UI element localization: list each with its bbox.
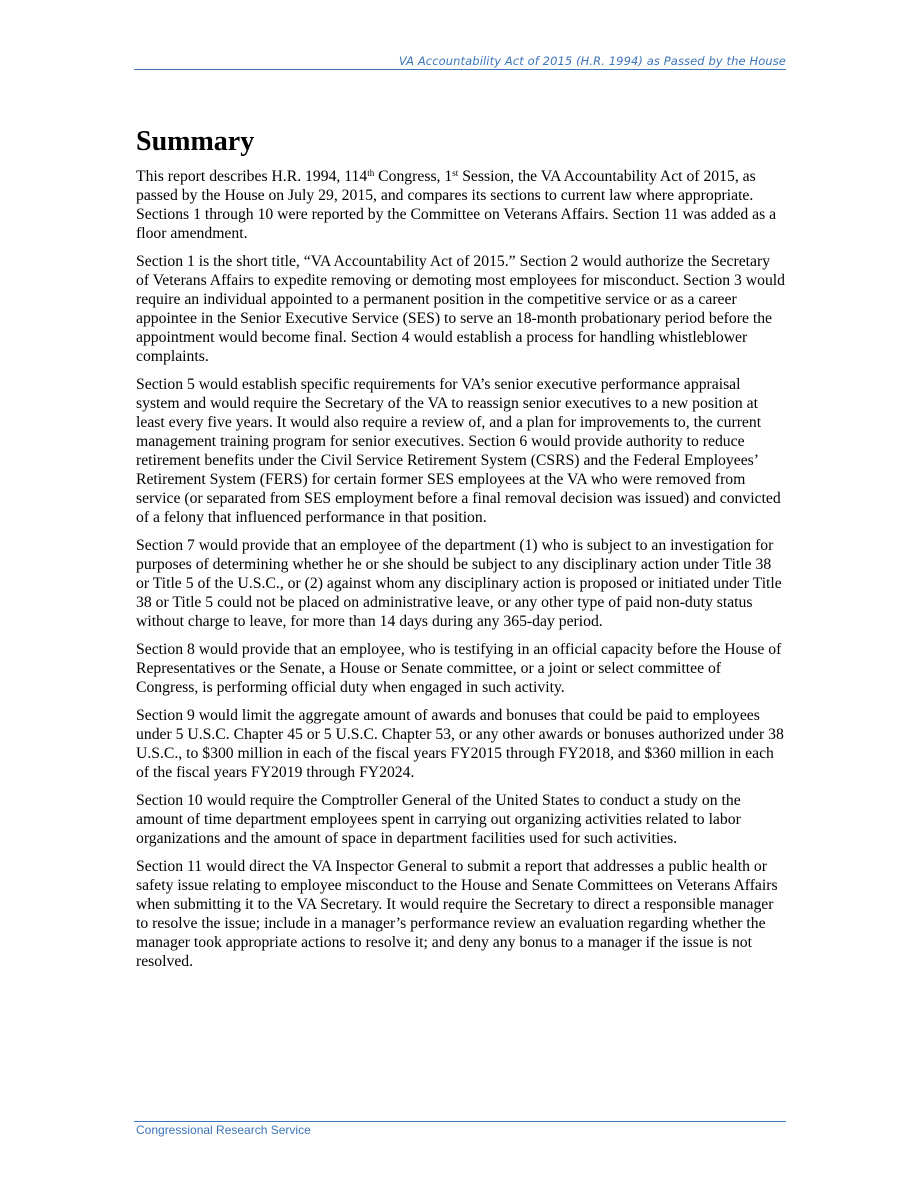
running-footer: Congressional Research Service (136, 1123, 311, 1137)
report-body (136, 124, 786, 980)
paragraph-section-11: Section 11 would direct the VA Inspector General to submit a report that addresses a public health or safety issue relating to employee misconduct to the House and Senate Committees on Veterans Affairs when submitting it to the VA Secretary. It would require the Secretary to direct a responsible manager to resolve the issue; include in a manager’s performance review an evaluation regarding whether the manager took appropriate actions to resolve it; and deny any bonus to a manager if the issue is not resolved. (136, 858, 778, 970)
header-rule (134, 69, 786, 70)
section-heading: Summary (136, 126, 255, 157)
footer-rule (134, 1121, 786, 1122)
paragraph-sections-1-4: Section 1 is the short title, “VA Accountability Act of 2015.” Section 2 would authorize the Secretary of Veterans Affairs to expedite removing or demoting most employees for misconduct. Section 3 would require an individual appointed to a permanent position in the competitive service or as a career appointee in the Senior Executive Service (SES) to serve an 18-month probationary period before the appointment would become final. Section 4 would establish a process for handling whistleblower complaints. (136, 253, 786, 365)
ordinal-superscript-th: th (367, 168, 375, 179)
intro-text-a: This report describes H.R. 1994, 114 (136, 168, 368, 185)
paragraph-section-9: Section 9 would limit the aggregate amount of awards and bonuses that could be paid to employees under 5 U.S.C. Chapter 45 or 5 U.S.C. Chapter 53, or any other awards or bonuses authorized under 38 U.S.C., to $300 million in each of the fiscal years FY2015 through FY2018, and $360 million in each of the fiscal years FY2019 through FY2024. (136, 707, 784, 781)
intro-text-c: Session, the VA Accountability Act of 2015, as passed by the House on July 29, 2015, and compares its sections to current law where appropriate. Sections 1 through 10 were reported by the Committee on Veterans Affairs. Section 11 was added as a floor amendment. (136, 168, 777, 242)
paragraph-intro (136, 167, 786, 243)
paragraph-section-10: Section 10 would require the Comptroller General of the United States to conduct a study on the amount of time department employees spent in carrying out organizing activities related to labor organizations and the amount of space in department facilities used for such activities. (136, 792, 741, 847)
ordinal-superscript-st: st (452, 168, 459, 179)
paragraph-sections-5-6: Section 5 would establish specific requirements for VA’s senior executive performance appraisal system and would require the Secretary of the VA to reassign senior executives to a new position at least every five years. It would also require a review of, and a plan for improvements to, the current management training program for senior executives. Section 6 would provide authority to reduce retirement benefits under the Civil Service Retirement System (CSRS) and the Federal Employees’ Retirement System (FERS) for certain former SES employees at the VA who were removed from service (or separated from SES employment before a final removal decision was issued) and convicted of a felony that influenced performance in that position. (136, 376, 781, 526)
paragraph-section-8: Section 8 would provide that an employee, who is testifying in an official capacity before the House of Representatives or the Senate, a House or Senate committee, or a joint or select committee of Congress, is performing official duty when engaged in such activity. (136, 641, 782, 696)
paragraph-section-7: Section 7 would provide that an employee of the department (1) who is subject to an investigation for purposes of determining whether he or she should be subject to any disciplinary action under Title 38 or Title 5 of the U.S.C., or (2) against whom any disciplinary action is proposed or initiated under Title 38 or Title 5 could not be placed on administrative leave, or any other type of paid non-duty status without charge to leave, for more than 14 days during any 365-day period. (136, 537, 782, 630)
intro-text-b: Congress, 1 (374, 168, 453, 185)
running-header: VA Accountability Act of 2015 (H.R. 1994) as Passed by the House (398, 54, 786, 68)
